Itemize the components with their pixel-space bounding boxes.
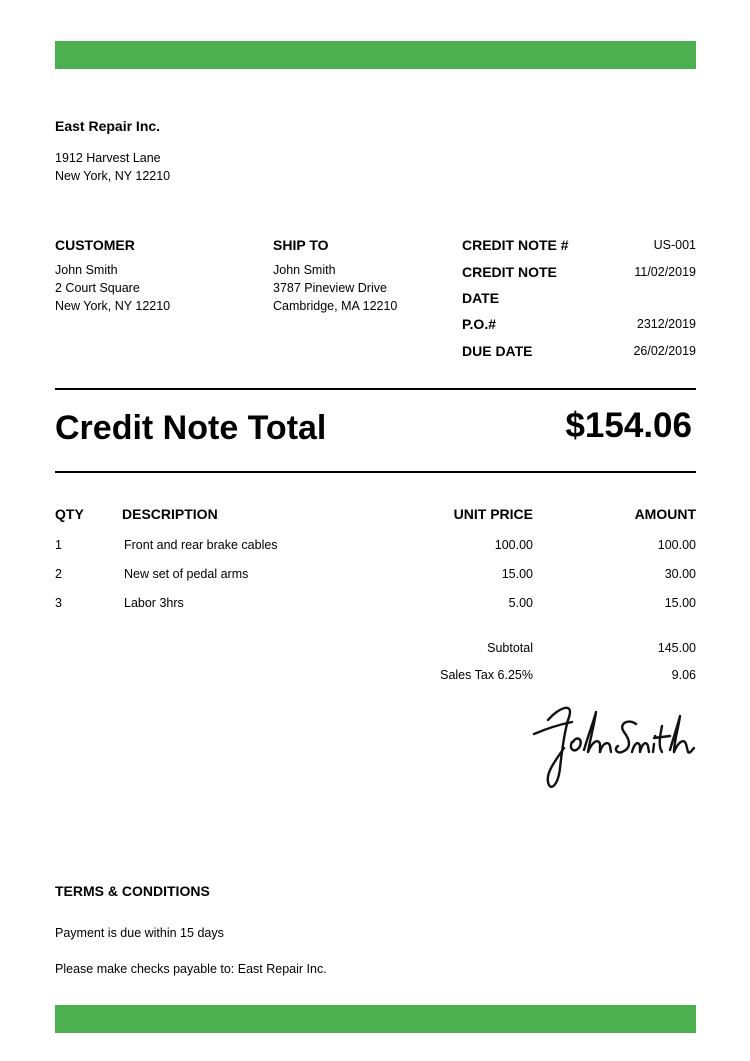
credit-note-date-label: CREDIT NOTE: [462, 264, 557, 280]
top-accent-bar: [55, 41, 696, 69]
column-header-qty: QTY: [55, 506, 84, 522]
subtotal-label: Subtotal: [487, 641, 533, 655]
ship-to-address-line2: Cambridge, MA 12210: [273, 299, 398, 313]
row-amount: 15.00: [664, 596, 696, 610]
po-label: P.O.#: [462, 316, 496, 332]
credit-note-number-label: CREDIT NOTE #: [462, 237, 569, 253]
credit-note-date: 11/02/2019: [634, 265, 696, 279]
company-address-line2: New York, NY 12210: [55, 169, 171, 183]
customer-name: John Smith: [55, 263, 118, 277]
customer-heading: CUSTOMER: [55, 237, 135, 253]
column-header-amount: AMOUNT: [634, 506, 696, 522]
credit-note-date-label-2: DATE: [462, 290, 500, 306]
due-date-label: DUE DATE: [462, 343, 533, 359]
ship-to-heading: SHIP TO: [273, 237, 329, 253]
due-date: 26/02/2019: [633, 344, 696, 358]
sales-tax-label: Sales Tax 6.25%: [440, 668, 533, 682]
row-amount: 100.00: [657, 538, 696, 552]
company-name: East Repair Inc.: [55, 118, 161, 134]
bottom-accent-bar: [55, 1005, 696, 1033]
row-description: Labor 3hrs: [124, 596, 184, 610]
column-header-description: DESCRIPTION: [122, 506, 218, 522]
row-qty: 3: [55, 596, 62, 610]
row-description: Front and rear brake cables: [124, 538, 278, 552]
ship-to-name: John Smith: [273, 263, 336, 277]
company-address-line1: 1912 Harvest Lane: [55, 151, 161, 165]
row-qty: 1: [55, 538, 62, 552]
terms-heading: TERMS & CONDITIONS: [55, 883, 210, 899]
ship-to-address-line1: 3787 Pineview Drive: [273, 281, 387, 295]
column-header-unit-price: UNIT PRICE: [453, 506, 533, 522]
terms-line2: Please make checks payable to: East Repair Inc.: [55, 962, 327, 976]
customer-address-line1: 2 Court Square: [55, 281, 140, 295]
row-unit-price: 100.00: [494, 538, 533, 552]
divider-bottom: [55, 471, 696, 473]
customer-address-line2: New York, NY 12210: [55, 299, 171, 313]
terms-line1: Payment is due within 15 days: [55, 926, 224, 940]
row-qty: 2: [55, 567, 62, 581]
po-number: 2312/2019: [636, 317, 696, 331]
credit-note-total-label: Credit Note Total: [55, 409, 327, 447]
subtotal-value: 145.00: [657, 641, 696, 655]
row-unit-price: 5.00: [508, 596, 533, 610]
divider-top: [55, 388, 696, 390]
row-amount: 30.00: [664, 567, 696, 581]
credit-note-total-value: $154.06: [565, 406, 692, 445]
row-unit-price: 15.00: [501, 567, 533, 581]
sales-tax-value: 9.06: [671, 668, 696, 682]
credit-note-number: US-001: [653, 238, 696, 252]
signature-image: [528, 690, 700, 798]
row-description: New set of pedal arms: [124, 567, 249, 581]
